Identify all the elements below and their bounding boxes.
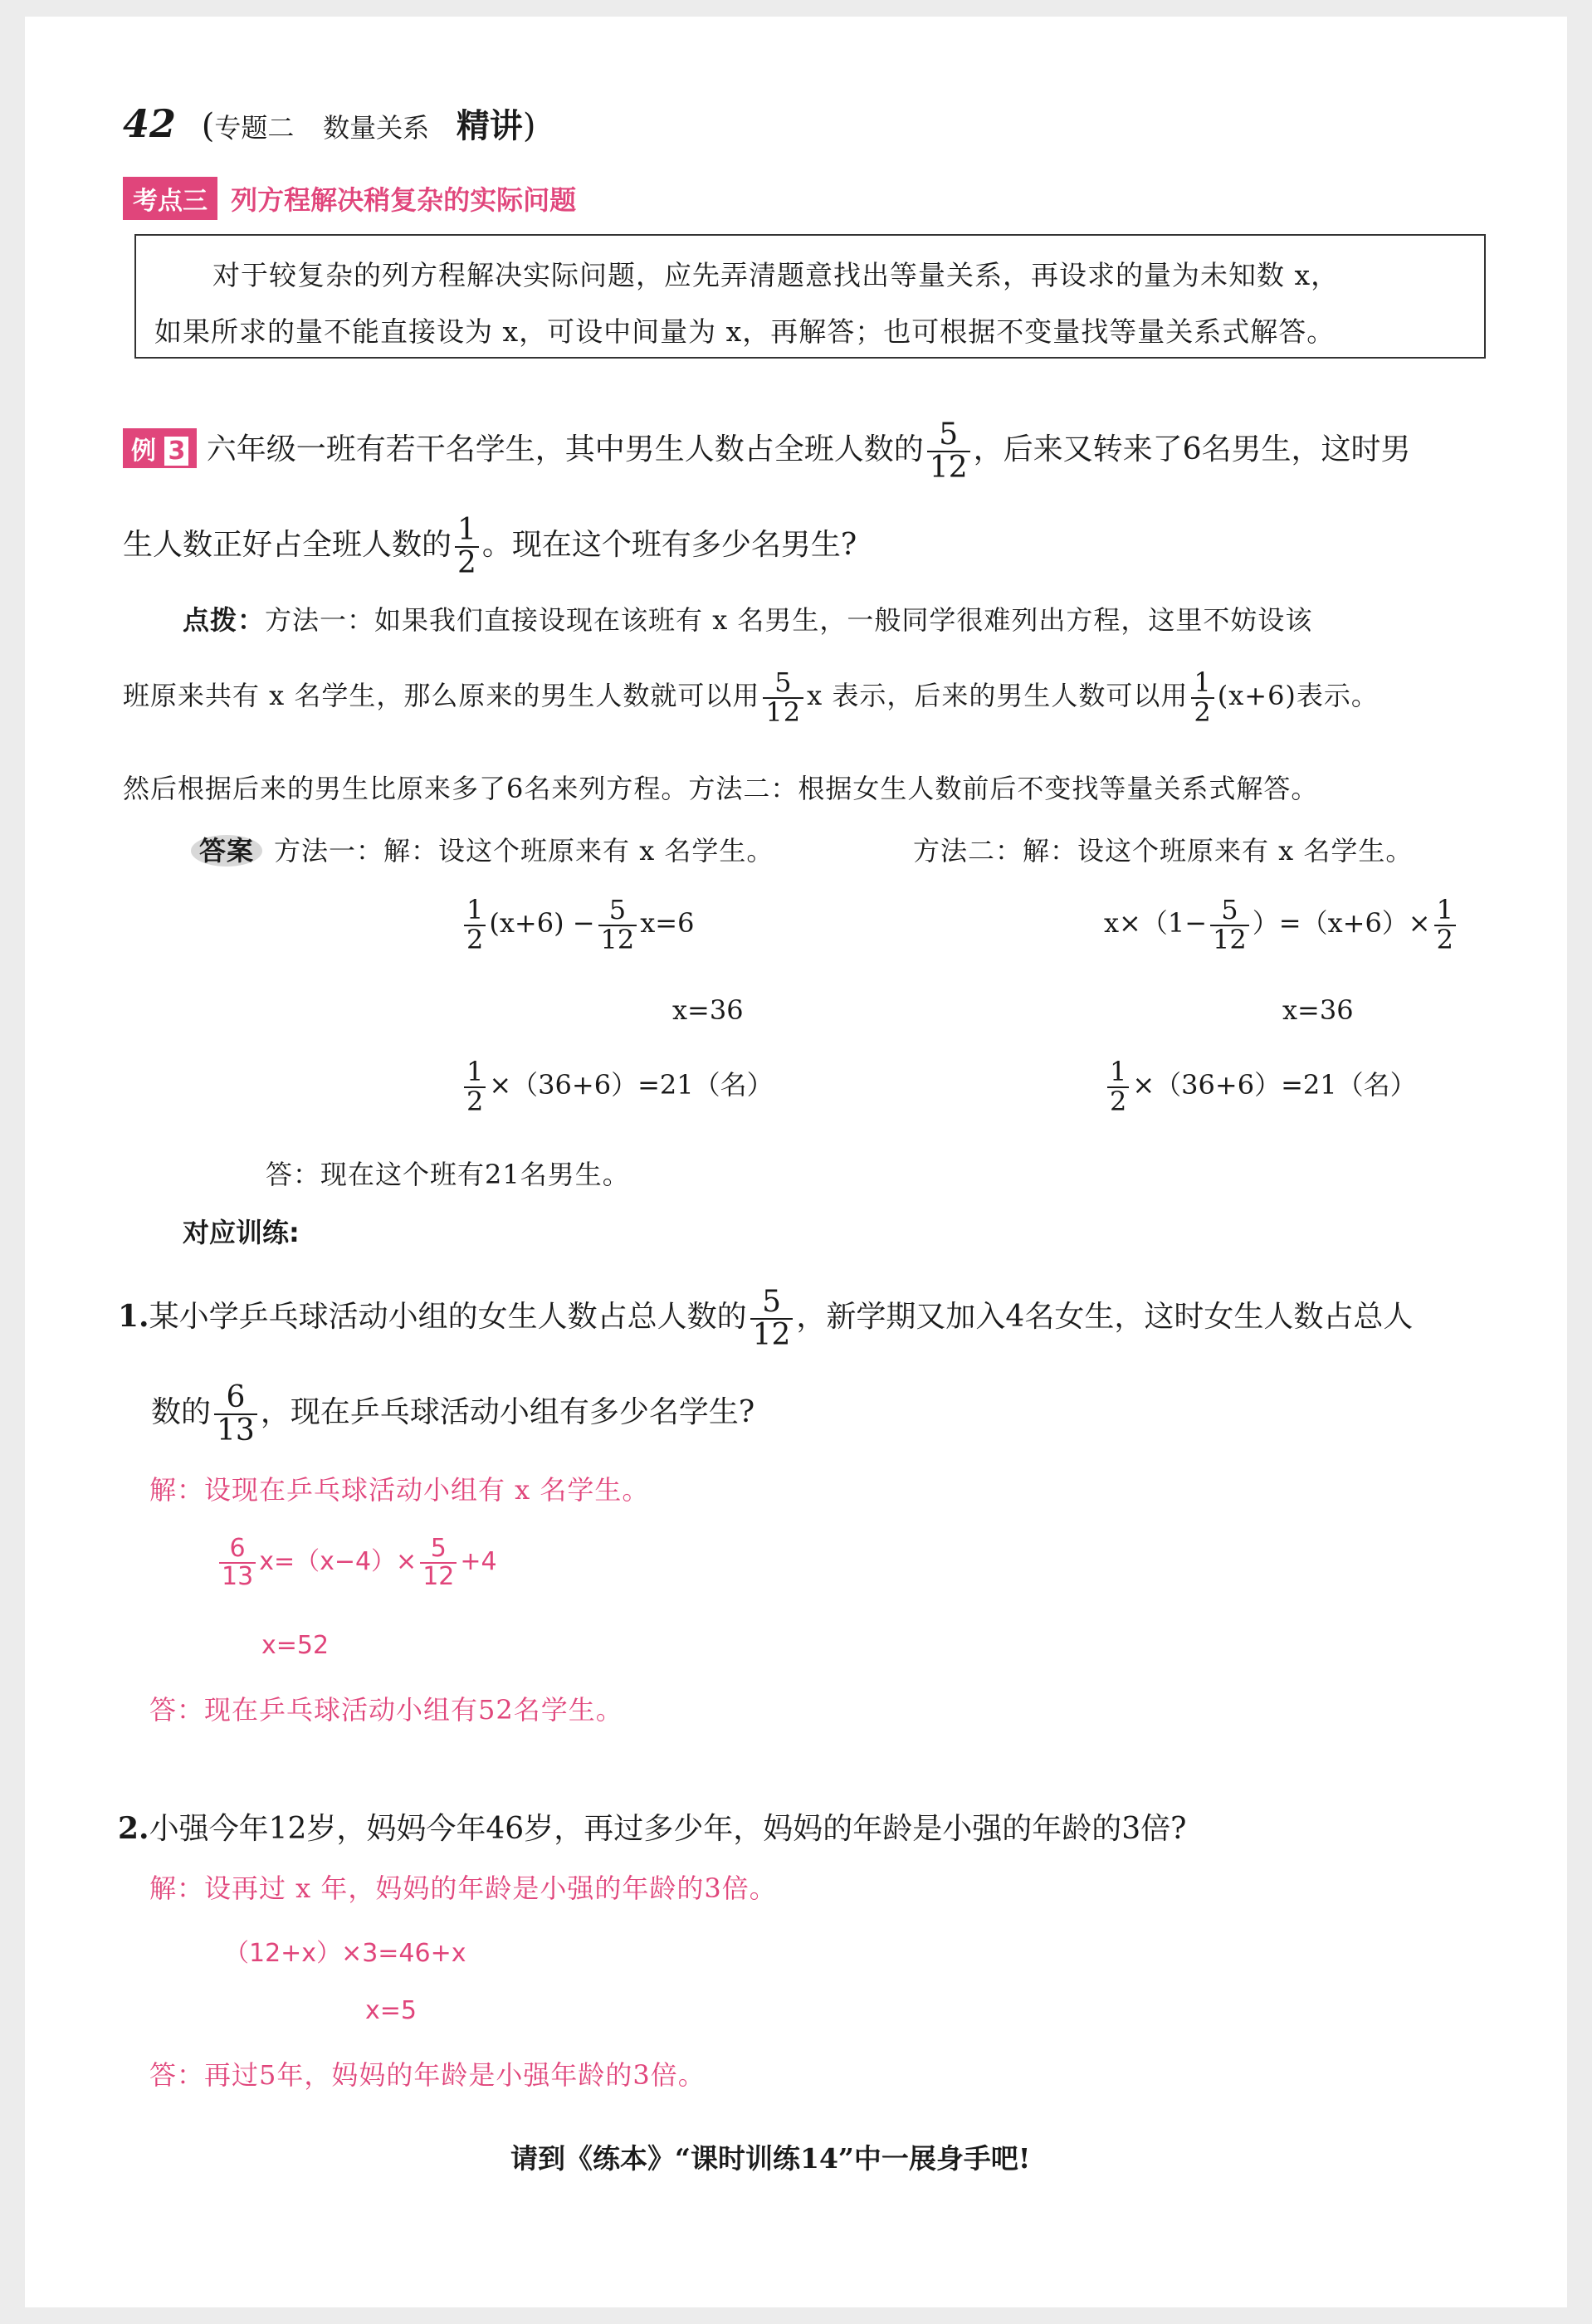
section-title: 列方程解决稍复杂的实际问题 xyxy=(231,184,577,216)
q1-solution-setup: 解：设现在乒乓球活动小组有 x 名学生。 xyxy=(149,1474,650,1506)
q2-solution-setup: 解：设再过 x 年，妈妈的年龄是小强的年龄的3倍。 xyxy=(149,1872,777,1904)
fraction: $\frac{6}{13}$ xyxy=(219,1536,256,1589)
m2-equation-1: x×（1− $\frac{5}{12}$ ）=（x+6）× $\frac{1}{2}$ xyxy=(1104,896,1459,954)
example-line-2: 生人数正好占全班人数的 $\frac{1}{2}$ 。现在这个班有多少名男生? xyxy=(123,513,857,580)
fraction: $\frac{5}{12}$ xyxy=(927,419,970,484)
fraction: $\frac{1}{2}$ xyxy=(1107,1058,1129,1116)
header-topic: 专题二 xyxy=(214,112,295,144)
header-subject: 数量关系 xyxy=(323,112,430,144)
answer-label: 答案 xyxy=(191,835,262,867)
section-tag: 考点三 xyxy=(123,177,217,220)
m2-equation-2: x=36 xyxy=(1282,994,1354,1026)
summary-line-1: 对于较复杂的列方程解决实际问题，应先弄清题意找出等量关系，再设求的量为未知数 x， xyxy=(212,259,1340,291)
hint-line-1: 点拨：方法一：如果我们直接设现在该班有 x 名男生，一般同学很难列出方程，这里不妨设该 xyxy=(183,604,1313,636)
footer-note: 请到《练本》“课时训练14”中一展身手吧! xyxy=(510,2142,1031,2175)
hint-label: 点拨： xyxy=(183,604,266,636)
m2-equation-3: $\frac{1}{2}$ ×（36+6）=21（名） xyxy=(1104,1058,1417,1116)
section-heading xyxy=(123,177,576,220)
summary-line-2: 如果所求的量不能直接设为 x，可设中间量为 x，再解答；也可根据不变量找等量关系式解答。 xyxy=(154,315,1336,348)
fraction: $\frac{1}{2}$ xyxy=(464,896,486,954)
header-label: 精讲 xyxy=(456,106,523,145)
q1-equation-1: $\frac{6}{13}$ x=（x−4）× $\frac{5}{12}$ +4 xyxy=(216,1536,497,1589)
fraction: $\frac{1}{2}$ xyxy=(1434,896,1456,954)
q1-line-1: 1.某小学乒乓球活动小组的女生人数占总人数的 $\frac{5}{12}$ ，新学期又加入4名女生，这时女生人数占总人 xyxy=(118,1285,1414,1352)
q2-equation-2: x=5 xyxy=(365,1996,417,2025)
q2-question: 2.小强今年12岁，妈妈今年46岁，再过多少年，妈妈的年龄是小强的年龄的3倍? xyxy=(118,1811,1187,1846)
q1-answer: 答：现在乒乓球活动小组有52名学生。 xyxy=(149,1694,623,1726)
practice-label: 对应训练: xyxy=(183,1217,300,1248)
m1-equation-1: $\frac{1}{2}$ (x+6) − $\frac{5}{12}$ x=6 xyxy=(461,896,694,954)
page xyxy=(25,17,1567,2307)
hint-line-2: 班原来共有 x 名学生，那么原来的男生人数就可以用 $\frac{5}{12}$ x 表示，后来的男生人数可以用 $\frac{1}{2}$ (x+6)表示。 xyxy=(123,666,1379,728)
fraction: $\frac{1}{2}$ xyxy=(455,515,479,579)
q1-line-2: 数的 $\frac{6}{13}$ ，现在乒乓球活动小组有多少名学生? xyxy=(151,1380,755,1448)
answer-method-2-title: 方法二：解：设这个班原来有 x 名学生。 xyxy=(913,835,1414,867)
answer-method-1-title: 答案 方法一：解：设这个班原来有 x 名学生。 xyxy=(191,830,774,868)
fraction: $\frac{1}{2}$ xyxy=(1191,669,1214,726)
fraction: $\frac{5}{12}$ xyxy=(1210,896,1249,954)
fraction: $\frac{5}{12}$ xyxy=(763,669,803,726)
hint-line-3: 然后根据后来的男生比原来多了6名来列方程。方法二：根据女生人数前后不变找等量关系式解答。 xyxy=(123,773,1319,804)
fraction: $\frac{5}{12}$ xyxy=(598,896,637,954)
m1-equation-3: $\frac{1}{2}$ ×（36+6）=21（名） xyxy=(461,1058,774,1116)
q1-equation-2: x=52 xyxy=(261,1631,330,1660)
fraction: $\frac{5}{12}$ xyxy=(420,1536,457,1589)
fraction: $\frac{6}{13}$ xyxy=(214,1382,257,1447)
q2-equation-1: （12+x）×3=46+x xyxy=(224,1939,466,1968)
q2-answer: 答：再过5年，妈妈的年龄是小强年龄的3倍。 xyxy=(149,2059,706,2091)
m1-equation-2: x=36 xyxy=(672,994,744,1026)
page-number: 42 xyxy=(123,101,177,146)
example-line-1: 例 3 六年级一班有若干名学生，其中男生人数占全班人数的 $\frac{5}{12}$ ，后来又转来了6名男生，这时男 xyxy=(123,419,1411,484)
fraction: $\frac{1}{2}$ xyxy=(464,1058,486,1116)
fraction: $\frac{5}{12}$ xyxy=(750,1286,794,1351)
answer-conclusion: 答：现在这个班有21名男生。 xyxy=(266,1159,630,1190)
summary-box xyxy=(134,234,1486,359)
example-tag: 例 3 xyxy=(123,428,197,468)
page-header: 42 (专题二 数量关系 精讲) xyxy=(123,101,536,146)
